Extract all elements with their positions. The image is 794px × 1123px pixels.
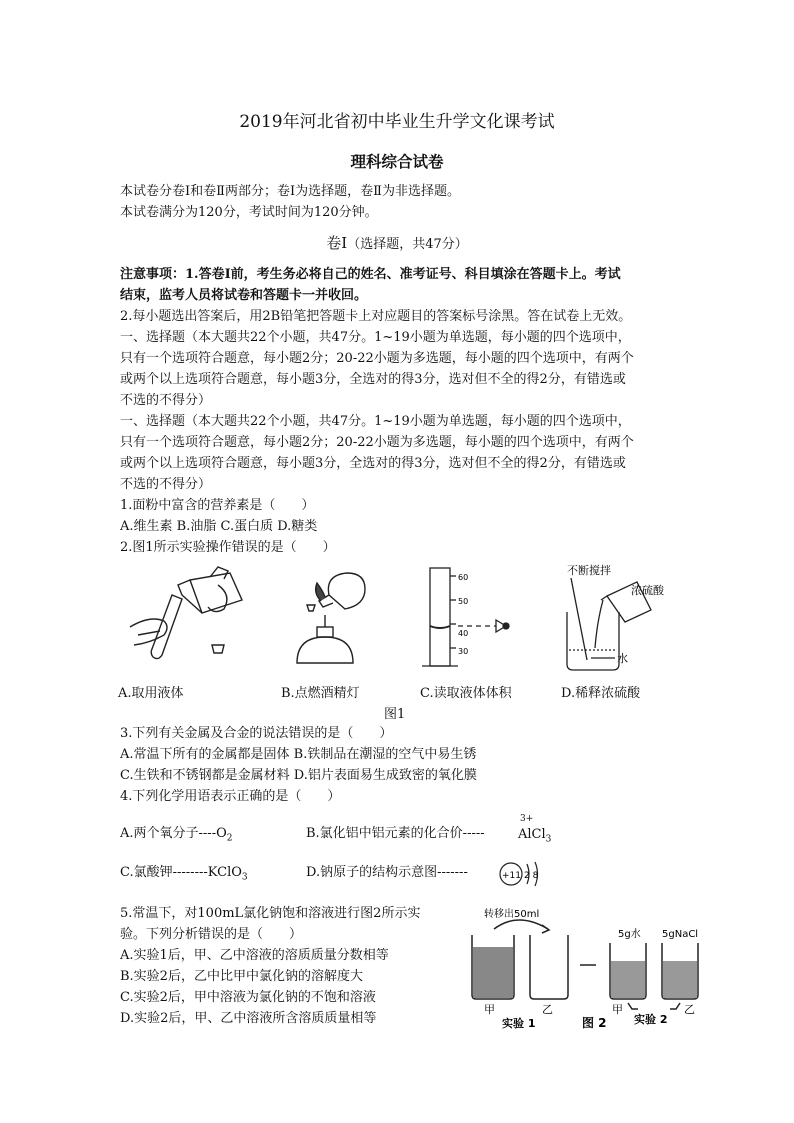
fig2-caption: 图 2 [582,1016,607,1030]
section-heading [0,232,794,253]
fig2-exp1-jia: 甲 [484,1003,495,1016]
label-stir: 不断搅拌 [567,564,611,577]
fig2-exp1-yi: 乙 [542,1003,553,1016]
instruction-repeat-line-3: 或两个以上选项符合题意，每小题3分，全选对的得3分，选对但不全的得2分，有错选或 [120,456,626,471]
q3-stem: 3.下列有关金属及合金的说法错误的是（ ） [120,726,393,741]
q4-formula-sub: 3 [545,834,552,845]
fig-read-volume [420,562,530,672]
paper-subtitle: 理科综合试卷 [350,152,444,171]
q2-stem: 2.图1所示实验操作错误的是（ ） [120,540,336,555]
fig-light-lamp [285,565,385,675]
q3-options-line-1: A.常温下所有的金属都是固体 B.铁制品在潮湿的空气中易生锈 [120,747,477,762]
q4-option-a [120,823,232,850]
q2-option-a: A.取用液体 [118,686,184,701]
sodium-atom-diagram [497,858,547,890]
tick-label-40: 40 [458,629,469,638]
exam-title: 2019年河北省初中毕业生升学文化课考试 [239,112,555,132]
q5-stem-line-1: 5.常温下，对100mL氯化钠饱和溶液进行图2所示实 [120,906,421,921]
q4-option-c-sub: 3 [241,872,248,883]
label-water: 水 [617,652,628,665]
tick-label-60: 60 [458,573,469,582]
q2-option-b: B.点燃酒精灯 [281,686,360,701]
instruction-line-3: 或两个以上选项符合题意，每小题3分，全选对的得3分，选对但不全的得2分，有错选或 [120,372,626,387]
figure-2-experiments [462,903,702,1033]
nucleus-charge: +11 [502,871,521,881]
instruction-repeat-line-4: 不选的不得分） [120,477,212,492]
q1-options: A.维生素 B.油脂 C.蛋白质 D.糖类 [120,519,318,534]
fig2-exp1-label: 实验 1 [502,1017,536,1030]
instruction-line-4: 不选的不得分） [120,393,212,408]
q4-option-c-text: C.氯酸钾--------KClO [120,865,242,880]
fig2-transfer-label: 转移出50ml [484,909,540,920]
q5-option-b: B.实验2后，乙中比甲中氯化钠的溶解度大 [120,969,363,984]
fig-pour-liquid [120,565,250,670]
fig2-water-label: 5g水 [618,929,641,940]
intro-line-2: 本试卷满分为120分，考试时间为120分钟。 [120,205,378,220]
q4-formula-text: AlCl [518,827,546,842]
q5-stem-line-2: 验。下列分析错误的是（ ） [120,927,303,942]
q4-option-b: B.氯化铝中铝元素的化合价----- [306,826,485,841]
instruction-repeat-line-1: 一、选择题（本大题共22个小题，共47分。1~19小题为单选题，每小题的四个选项中， [120,414,631,429]
fig2-nacl-label: 5gNaCl [662,929,699,940]
instruction-line-2: 只有一个选项符合题意，每小题2分；20-22小题为多选题，每小题的四个选项中，有两个 [120,351,634,366]
q5-option-d: D.实验2后，甲、乙中溶液所含溶质质量相等 [120,1011,377,1026]
q2-option-d: D.稀释浓硫酸 [561,686,641,701]
q4-stem: 4.下列化学用语表示正确的是（ ） [120,789,341,804]
fig2-exp2-yi: 乙 [684,1003,695,1016]
tick-label-50: 50 [458,597,469,606]
q4-option-d: D.钠原子的结构示意图------- [306,865,468,880]
q4-formula [518,824,551,851]
fig-dilute-acid [555,562,695,677]
notice-line-2: 结束，监考人员将试卷和答题卡一并收回。 [120,288,368,303]
q4-option-c [120,862,248,889]
fig2-exp2-jia: 甲 [612,1003,623,1016]
section-note: （选择题，共47分） [347,237,468,252]
q4-valence-sup: 3+ [520,814,534,824]
fig2-exp2-label: 实验 2 [634,1013,668,1026]
q3-options-line-2: C.生铁和不锈钢都是金属材料 D.铝片表面易生成致密的氧化膜 [120,768,477,783]
label-acid: 浓硫酸 [631,584,664,597]
q5-option-c: C.实验2后，甲中溶液为氯化钠的不饱和溶液 [120,990,376,1005]
tick-label-30: 30 [458,647,469,656]
q4-option-a-text: A.两个氧分子----O [120,826,227,841]
instruction-line-1: 一、选择题（本大题共22个小题，共47分。1~19小题为单选题，每小题的四个选项中， [120,330,631,345]
instruction-repeat-line-2: 只有一个选项符合题意，每小题2分；20-22小题为多选题，每小题的四个选项中，有两个 [120,435,634,450]
q2-option-c: C.读取液体体积 [420,686,512,701]
q1-stem: 1.面粉中富含的营养素是（ ） [120,498,315,513]
q4-option-a-sub: 2 [226,833,233,844]
electron-shells: 2 8 [524,871,539,881]
section-title: 卷Ⅰ [326,234,348,252]
q5-option-a: A.实验1后，甲、乙中溶液的溶质质量分数相等 [120,948,389,963]
notice-line-1: 注意事项：1.答卷Ⅰ前，考生务必将自己的姓名、准考证号、科目填涂在答题卡上。考试 [120,267,621,282]
figure-1-caption: 图1 [384,707,406,722]
notice-line-3: 2.每小题选出答案后，用2B铅笔把答题卡上对应题目的答案标号涂黑。答在试卷上无效。 [120,309,632,324]
intro-line-1: 本试卷分卷Ⅰ和卷Ⅱ两部分；卷Ⅰ为选择题，卷Ⅱ为非选择题。 [120,184,460,199]
